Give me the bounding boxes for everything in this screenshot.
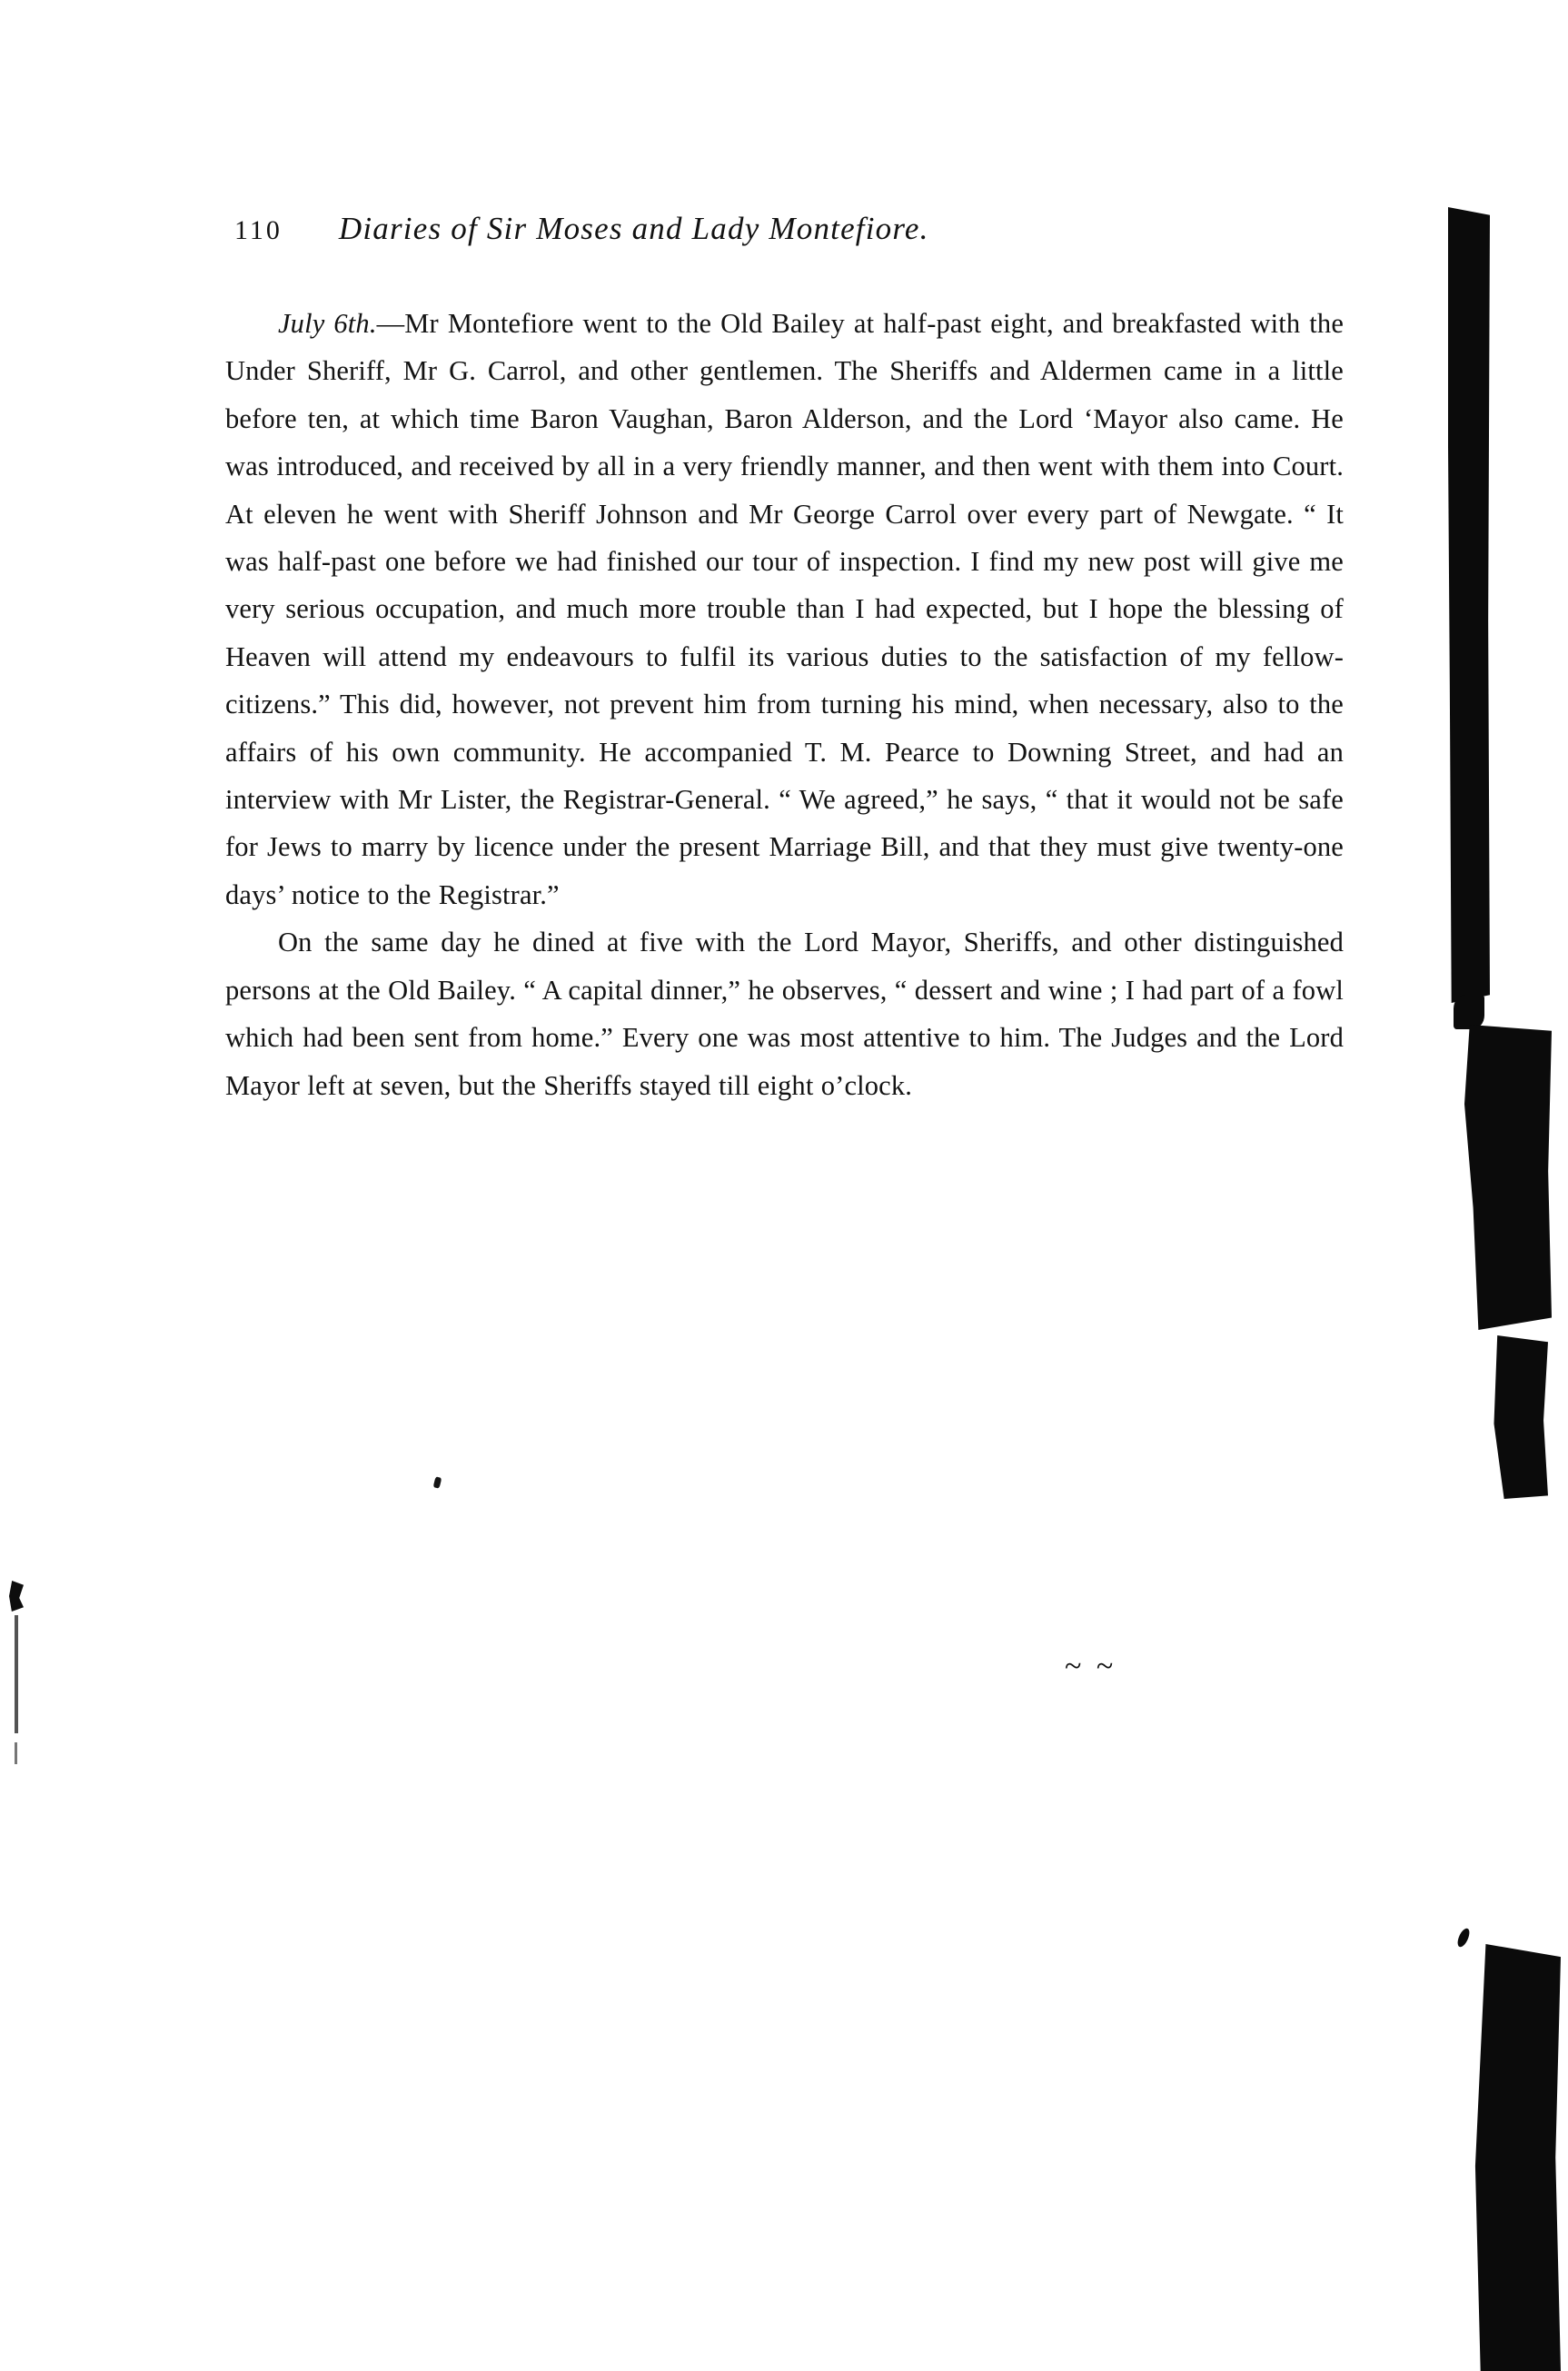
left-margin-line-2 (15, 1742, 17, 1764)
binding-shadow-artifact-3 (1464, 1025, 1552, 1330)
binding-shadow-artifact-1 (1448, 207, 1490, 1003)
paragraph-1-text: —Mr Montefiore went to the Old Bailey at half-past eight, and breakfasted with the Under Sheriff, Mr G. Carrol, and other gentlemen. The Sheriffs and Aldermen came in a little before ten, at which time Baron Vaughan, Baron Alderson, and the Lord ‘Mayor also came. He was introduced, and received by all in a very friendly manner, and then went with them into Court. At eleven he went with Sheriff Johnson and Mr George Carrol over every part of Newgate. “ It was half-past one before we had finished our tour of inspection. I find my new post will give me very serious occupation, and much more trouble than I had expected, but I hope the blessing of Heaven will attend my endeavours to fulfil its various duties to the satisfaction of my fellow-citizens.” This did, however, not prevent him from turning his mind, when necessary, also to the affairs of his own community. He accompanied T. M. Pearce to Downing Street, and had an interview with Mr Lister, the Registrar-General. “ We agreed,” he says, “ that it would not be safe for Jews to marry by licence under the present Marriage Bill, and that they must give twenty-one days’ notice to the Registrar.” (225, 308, 1345, 910)
binding-shadow-artifact-2 (1454, 995, 1484, 1029)
pencil-mark: ~ ~ (1065, 1650, 1117, 1683)
left-margin-line-1 (15, 1615, 18, 1733)
running-head (234, 211, 1352, 247)
binding-shadow-artifact-4 (1492, 1335, 1548, 1499)
binding-speck-artifact (1455, 1927, 1472, 1949)
binding-shadow-artifact-5 (1474, 1944, 1561, 2371)
diary-date-label: July 6th. (278, 308, 377, 339)
paragraph-1 (225, 300, 1344, 918)
ink-speck (433, 1476, 442, 1488)
page-number: 110 (234, 215, 283, 245)
paragraph-2 (225, 918, 1344, 1109)
left-margin-ink-blob (9, 1581, 24, 1612)
paragraph-2-text: On the same day he dined at five with the Lord Mayor, Sheriffs, and other distinguished persons at the Old Bailey. “ A capital dinner,” he observes, “ dessert and wine ; I had part of a fowl which had been sent from home.” Every one was most attentive to him. The Judges and the Lord Mayor left at seven, but the Sheriffs stayed till eight o’clock. (225, 927, 1344, 1101)
book-title: Diaries of Sir Moses and Lady Montefiore. (338, 211, 929, 246)
body-text (225, 300, 1344, 1109)
